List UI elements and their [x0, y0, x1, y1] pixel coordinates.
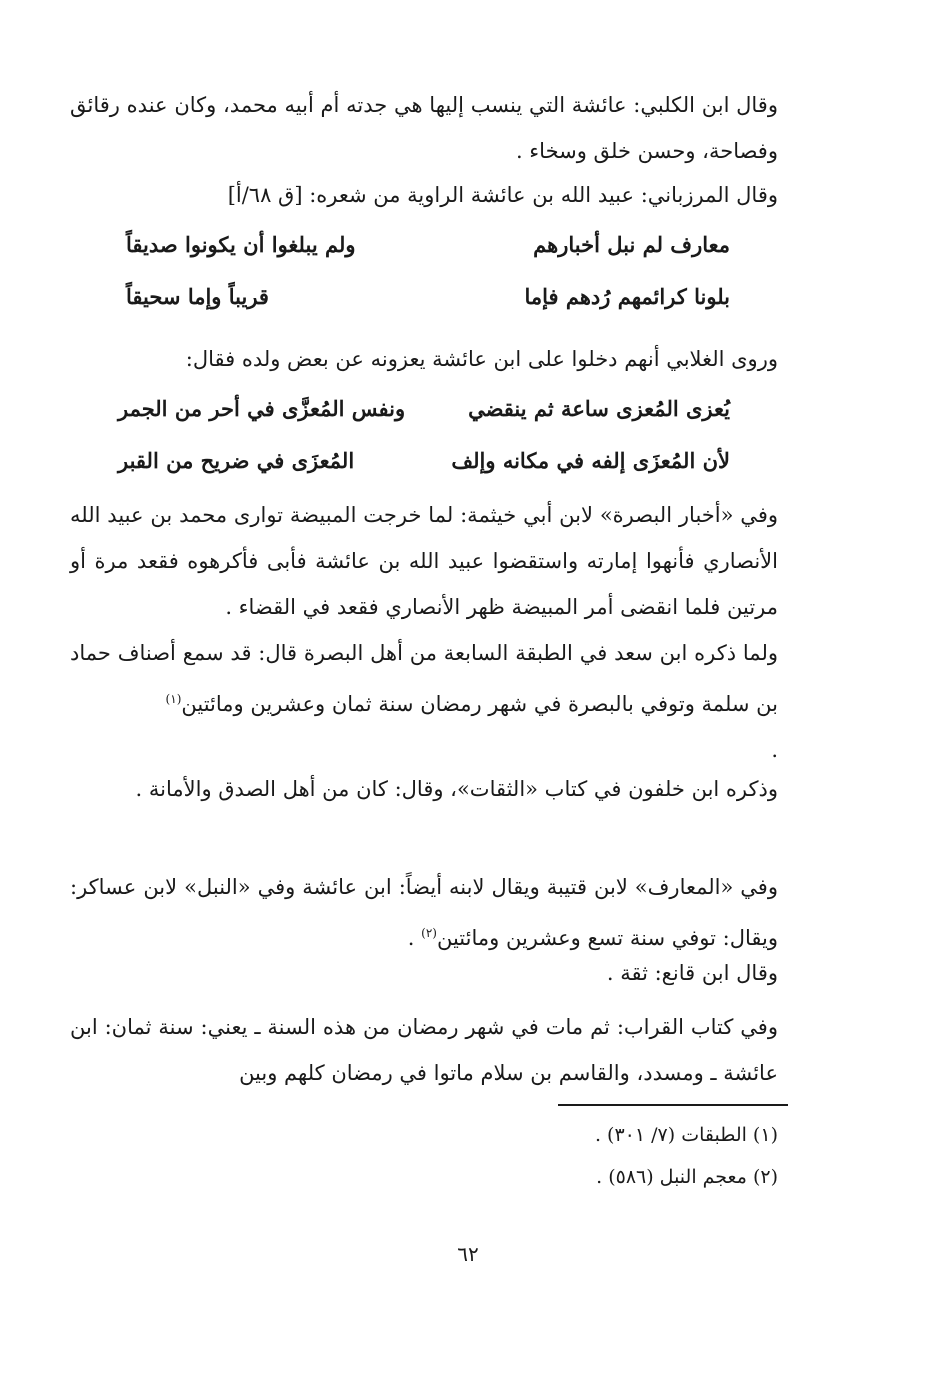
verse-line-1: [126, 232, 730, 272]
verse-hemistich-second: قريباً وإما سحيقاً: [126, 284, 269, 309]
paragraph-ibn-saad-end: .: [771, 738, 778, 762]
paragraph-qurab: وفي كتاب القراب: ثم مات في شهر رمضان من هذه السنة ـ يعني: سنة ثمان: ابن عائشة ـ ومسدد، والقاسم بن سلام ماتوا في رمضان كلهم وبين: [70, 1015, 778, 1085]
paragraph-ibn-saad: [70, 630, 778, 773]
paragraph-maarif-end: .: [407, 926, 422, 950]
paragraph-ibn-khalfun: وذكره ابن خلفون في كتاب «الثقات»، وقال: كان من أهل الصدق والأمانة .: [135, 777, 778, 801]
verse-line-2: [126, 284, 730, 324]
paragraph-maarif-text: وفي «المعارف» لابن قتيبة ويقال لابنه أيضاً: ابن عائشة وفي «النبل» لابن عساكر: ويقال: توفي سنة تسع وعشرين ومائتين: [70, 875, 778, 950]
verse-hemistich-first: لأن المُعزَى إلفه في مكانه وإلف: [451, 448, 730, 473]
page-number: ٦٢: [457, 1242, 479, 1266]
footnote-1: (١) الطبقات (٧/ ٣٠١) .: [594, 1124, 778, 1146]
paragraph-ghalabi: وروى الغلابي أنهم دخلوا على ابن عائشة يعزونه عن بعض ولده فقال:: [185, 347, 778, 371]
verse-hemistich-first: بلونا كرائمهم رُدهم فإما: [524, 284, 730, 309]
paragraph-ibn-kalbi: وقال ابن الكلبي: عائشة التي ينسب إليها هي جدته أم أبيه محمد، وكان عنده رقائق وفصاحة، وحسن خلق وسخاء .: [70, 93, 778, 163]
footnote-separator: [558, 1104, 788, 1106]
verse-line-3: [118, 396, 730, 436]
footnote-ref-2: (٢): [421, 926, 437, 940]
paragraph-akhbar-basra: وفي «أخبار البصرة» لابن أبي خيثمة: لما خرجت المبيضة توارى محمد بن عبيد الله الأنصاري فأنهوا إمارته واستقضوا عبيد الله بن عائشة فأبى فأكرهوه فقعد مرة أو مرتين فلما انقضى أمر المبيضة ظهر الأنصاري فقعد في القضاء .: [70, 503, 778, 619]
verse-hemistich-second: المُعزَى في ضريح من القبر: [118, 448, 355, 473]
verse-hemistich-first: معارف لم نبل أخبارهم: [533, 232, 730, 257]
verse-hemistich-second: ونفس المُعزَّى في أحر من الجمر: [118, 396, 406, 421]
verse-line-4: [118, 448, 730, 488]
footnote-2: (٢) معجم النبل (٥٨٦) .: [596, 1166, 778, 1188]
paragraph-ibn-qani: وقال ابن قانع: ثقة .: [606, 961, 778, 985]
verse-hemistich-second: ولم يبلغوا أن يكونوا صديقاً: [126, 232, 356, 257]
paragraph-maarif: [70, 864, 778, 961]
paragraph-marzubani: وقال المرزباني: عبيد الله بن عائشة الراوية من شعره: [ق ٦٨/أ]: [227, 183, 778, 207]
paragraph-ibn-saad-text: ولما ذكره ابن سعد في الطبقة السابعة من أهل البصرة قال: قد سمع أصناف حماد بن سلمة وتوفي بالبصرة في شهر رمضان سنة ثمان وعشرين ومائتين: [70, 641, 778, 716]
footnote-ref-1: (١): [165, 692, 182, 706]
verse-hemistich-first: يُعزى المُعزى ساعة ثم ينقضي: [468, 396, 730, 421]
